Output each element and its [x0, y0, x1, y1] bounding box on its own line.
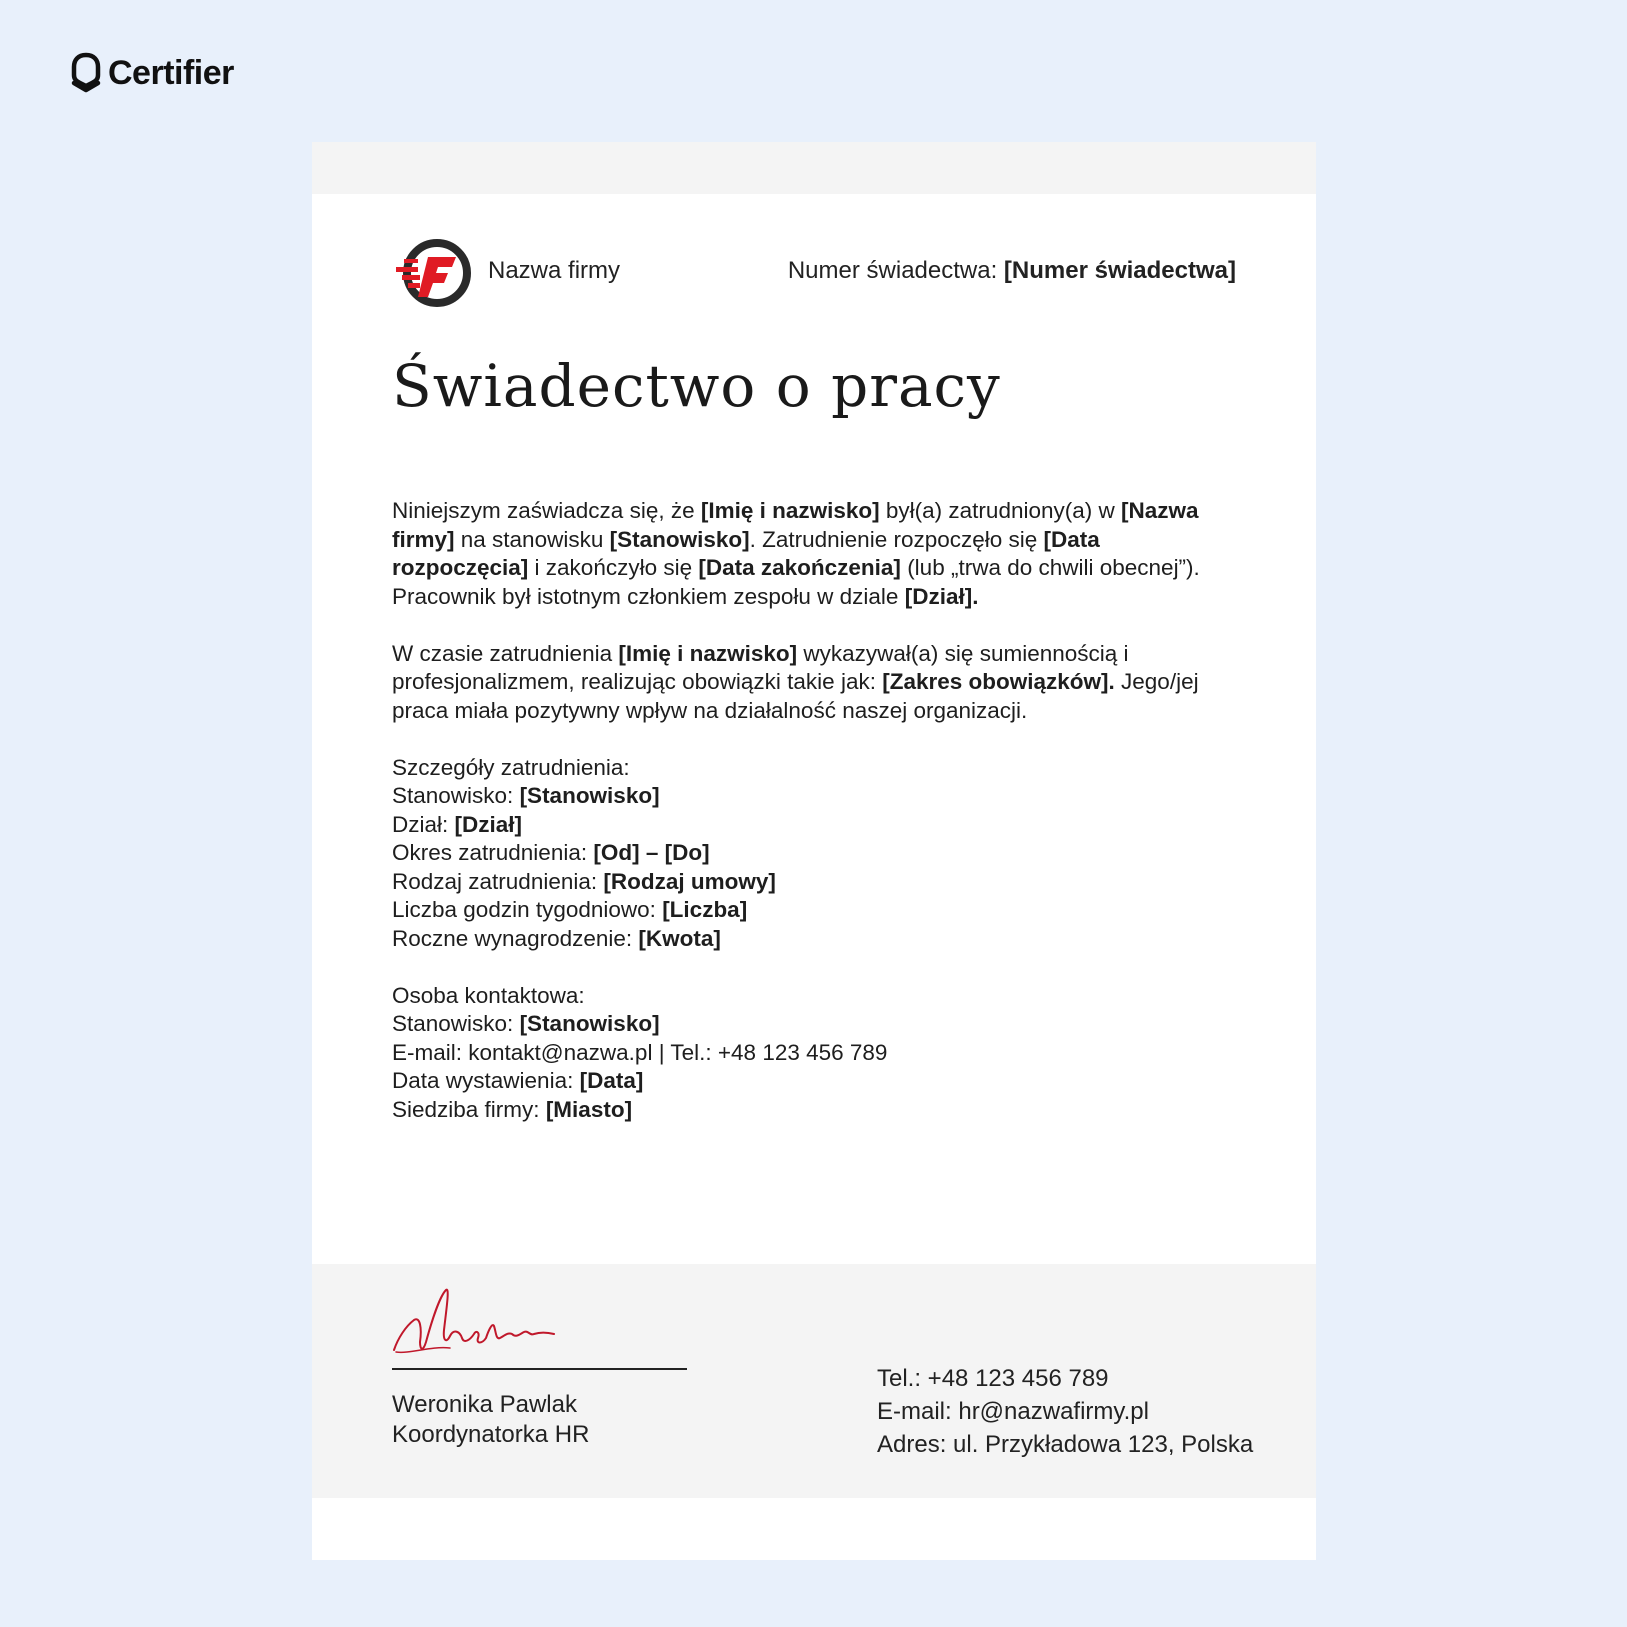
placeholder-field: [Imię i nazwisko] — [618, 640, 798, 666]
contact-label: Data wystawienia: — [392, 1068, 580, 1093]
detail-label: Stanowisko: — [392, 783, 520, 808]
detail-label: Roczne wynagrodzenie: — [392, 925, 639, 951]
document-body — [392, 497, 1222, 1153]
certificate-number — [788, 257, 1236, 285]
placeholder-field: [Data rozpoczęcia] — [392, 526, 1100, 580]
company-address: Adres: ul. Przykładowa 123, Polska — [877, 1431, 1254, 1458]
signer-block — [392, 1390, 589, 1450]
company-phone: Tel.: +48 123 456 789 — [877, 1365, 1109, 1392]
contact-email-phone: E-mail: kontakt@nazwa.pl | Tel.: +48 123 456 789 — [392, 1039, 888, 1065]
detail-label: Rodzaj zatrudnienia: — [392, 868, 604, 894]
certificate-number-label: Numer świadectwa: — [787, 257, 998, 284]
employment-details — [392, 754, 1222, 954]
certificate-document — [312, 142, 1316, 1560]
detail-value: [Od] – [Do] — [593, 840, 710, 865]
detail-period — [392, 839, 1222, 868]
detail-contract-type — [392, 868, 1222, 897]
company-contact — [877, 1362, 1253, 1461]
signature-image — [390, 1282, 570, 1362]
detail-value: [Liczba] — [662, 897, 748, 922]
signature-line — [392, 1368, 687, 1370]
contact-value: [Stanowisko] — [519, 1011, 660, 1036]
details-heading: Szczegóły zatrudnienia: — [392, 754, 630, 780]
detail-value: [Rodzaj umowy] — [603, 868, 776, 894]
detail-value: [Kwota] — [638, 925, 721, 951]
contact-value: [Data] — [579, 1068, 644, 1093]
company-email: E-mail: hr@nazwafirmy.pl — [877, 1398, 1149, 1425]
text-run: (lub „trwa do chwili obecnej”). Pracownik był istotnym członkiem zespołu w dziale — [392, 555, 1200, 609]
detail-weekly-hours — [392, 896, 1222, 925]
document-footer — [312, 1264, 1316, 1498]
placeholder-field: [Stanowisko] — [609, 526, 750, 552]
signer-name: Weronika Pawlak — [392, 1391, 577, 1418]
contact-value: [Miasto] — [545, 1096, 633, 1122]
contact-position — [392, 1010, 1222, 1039]
text-run: na stanowisku — [454, 526, 610, 552]
placeholder-field: [Zakres obowiązków]. — [882, 669, 1115, 694]
detail-position — [392, 782, 1222, 811]
issue-date — [392, 1067, 1222, 1096]
placeholder-field: [Nazwa firmy] — [392, 498, 1199, 552]
detail-value: [Stanowisko] — [519, 783, 660, 808]
certifier-brand — [70, 52, 234, 94]
certifier-shield-icon — [70, 52, 102, 94]
contact-label: Siedziba firmy: — [392, 1096, 546, 1122]
text-run: Jego/jej praca miała pozytywny wpływ na działalność naszej organizacji. — [392, 669, 1199, 723]
contact-heading: Osoba kontaktowa: — [392, 982, 585, 1008]
document-title: Świadectwo o pracy — [392, 352, 1001, 420]
text-run: Niniejszym zaświadcza się, że — [392, 498, 701, 523]
company-seat — [392, 1096, 1222, 1125]
text-run: wykazywał(a) się sumiennością i profesjonalizmem, realizując obowiązki takie jak: — [392, 640, 1129, 694]
brand-name: Certifier — [108, 53, 234, 92]
text-run: i zakończyło się — [528, 555, 699, 580]
signer-role: Koordynatorka HR — [392, 1421, 590, 1448]
contact-person — [392, 982, 1222, 1125]
detail-value: [Dział] — [454, 811, 523, 837]
text-run: był(a) zatrudniony(a) w — [879, 498, 1121, 523]
placeholder-field: [Dział]. — [904, 583, 979, 609]
company-name: Nazwa firmy — [488, 257, 621, 284]
text-run: W czasie zatrudnienia — [392, 640, 619, 666]
text-run: . Zatrudnienie rozpoczęło się — [749, 526, 1044, 552]
paragraph-employment — [392, 497, 1222, 611]
placeholder-field: [Imię i nazwisko] — [700, 498, 880, 523]
contact-label: Stanowisko: — [392, 1011, 520, 1036]
detail-label: Dział: — [392, 811, 455, 837]
detail-annual-salary — [392, 925, 1222, 954]
placeholder-field: [Data zakończenia] — [698, 555, 901, 580]
detail-label: Okres zatrudnienia: — [392, 840, 594, 865]
paragraph-evaluation — [392, 640, 1222, 726]
certificate-number-value: [Numer świadectwa] — [1003, 257, 1236, 284]
detail-department — [392, 811, 1222, 840]
detail-label: Liczba godzin tygodniowo: — [392, 897, 663, 922]
company-logo-icon — [392, 237, 474, 309]
document-top-band — [312, 142, 1316, 194]
